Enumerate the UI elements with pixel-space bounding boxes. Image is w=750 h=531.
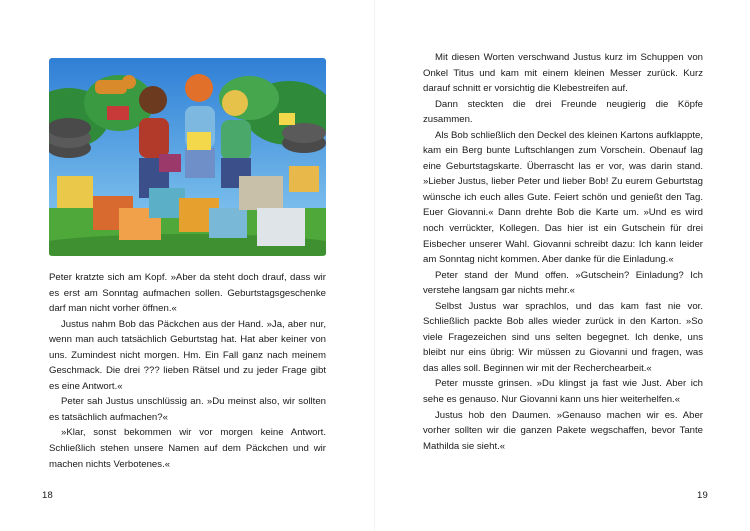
- paragraph: Mit diesen Worten verschwand Justus kurz im Schuppen von Onkel Titus und kam mit einem kleinen Messer zurück. Kurz darauf schnitt er vorsichtig die Klebestreifen auf.: [423, 52, 703, 95]
- paragraph: Als Bob schließlich den Deckel des kleinen Kartons aufklappte, kam ein Berg bunte Luftschlangen zum Vorschein. Obenauf lag eine Geburtstagskarte. Überrascht las er vor, was darin stand. »Lieber Justus, lieber Peter und lieber Bob! Zu eurem Geburtstag wünsche ich euch alles Gute. Feiert schön und genießt den Tag. Euer Giovanni.« Dann drehte Bob die Karte um. »Und es wird noch verrückter, Kollegen. Das hier ist ein Gutschein für drei Eisbecher unserer Wahl. Giovanni schreibt dazu: Ich kann leider am Sonntag nicht kommen. Aber danke für die Einladung.«: [423, 129, 703, 266]
- paragraph: »Klar, sonst bekommen wir vor morgen keine Antwort. Schließlich stehen unsere Namen auf dem Päckchen und wir machen nichts Verbotenes.«: [49, 427, 326, 470]
- paragraph: Dann steckten die drei Freunde neugierig die Köpfe zusammen.: [423, 98, 703, 126]
- paragraph: Peter kratzte sich am Kopf. »Aber da steht doch drauf, dass wir es erst am Sonntag aufmachen sollen. Geburtstagsgeschenke darf man nicht vorher öffnen.«: [49, 272, 326, 315]
- right-page: [375, 0, 750, 531]
- paragraph: Peter stand der Mund offen. »Gutschein? Einladung? Ich verstehe langsam gar nichts mehr.«: [423, 269, 703, 297]
- left-page-text: [49, 270, 326, 472]
- paragraph: Justus nahm Bob das Päckchen aus der Hand. »Ja, aber nur, wenn man auch tatsächlich Geburtstag hat. Hat aber keiner von uns. Zumindest nicht morgen. Hm. Ein Fall ganz nach meinem Geschmack. Die drei ??? lieben Rätsel und zu jeder Frage gibt es eine Antwort.«: [49, 318, 326, 392]
- page-number-left: 18: [42, 490, 53, 501]
- right-page-text: [423, 50, 703, 454]
- paragraph: Peter sah Justus unschlüssig an. »Du meinst also, wir sollten es tatsächlich aufmachen?«: [49, 396, 326, 423]
- boys-with-presents-illustration: [49, 58, 326, 256]
- page-number-right: 19: [697, 490, 708, 501]
- paragraph: Justus hob den Daumen. »Genauso machen wir es. Aber vorher sollten wir die ganzen Pakete wegschaffen, bevor Tante Mathilda sie sieht.«: [423, 409, 703, 452]
- paragraph: Peter musste grinsen. »Du klingst ja fast wie Just. Aber ich sehe es genauso. Nur Giovanni kann uns hier weiterhelfen.«: [423, 378, 703, 406]
- paragraph: Selbst Justus war sprachlos, und das kam fast nie vor. Schließlich packte Bob alles wieder zurück in den Karton. »So viele Fragezeichen sind uns selten begegnet. Ich denke, uns bleibt nur eins übrig: Wir müssen zu Giovanni und fragen, was das alles soll. Beginnen wir mit der Recherchearbeit.«: [423, 300, 703, 374]
